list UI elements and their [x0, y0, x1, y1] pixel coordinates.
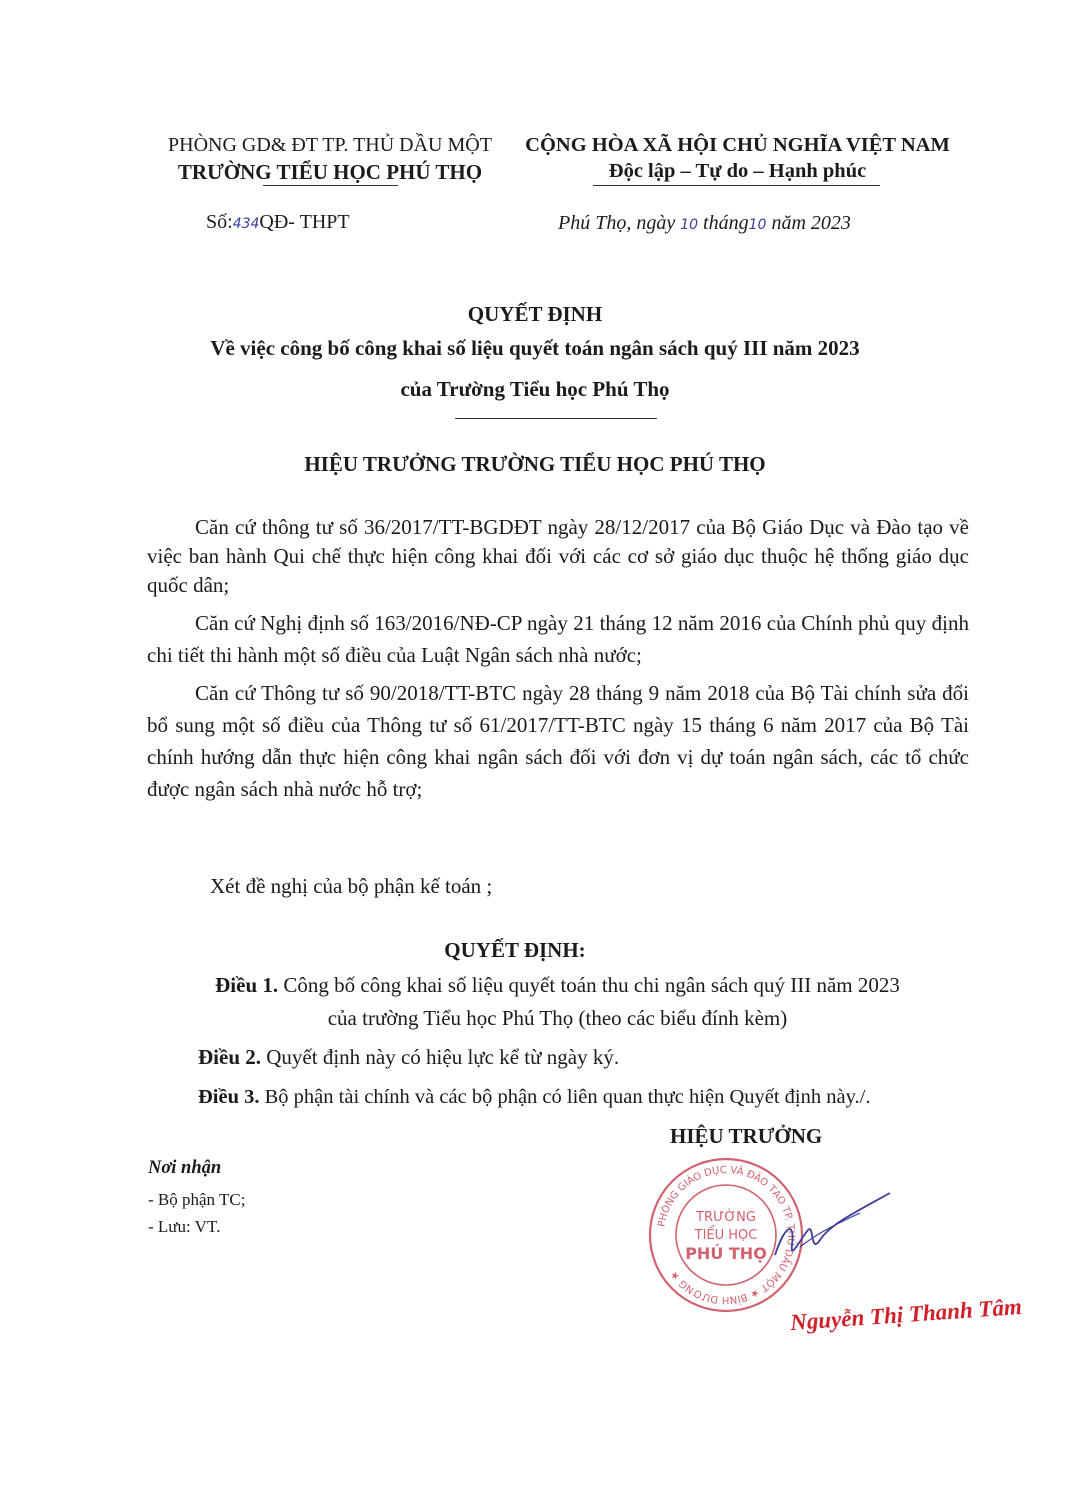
date-month-word: tháng	[703, 212, 749, 234]
document-reference	[206, 211, 350, 234]
document-subject-line2: của Trường Tiểu học Phú Thọ	[400, 377, 670, 401]
article-3	[198, 1086, 870, 1109]
list-dash: -	[148, 1217, 158, 1236]
article-1-label: Điều 1.	[215, 973, 279, 997]
handwritten-signature-icon	[770, 1185, 900, 1265]
legal-basis-3: Căn cứ Thông tư số 90/2018/TT-BTC ngày 28 tháng 9 năm 2018 của Bộ Tài chính sửa đổi bổ sung một số điều của Thông tư số 61/2017/TT-BTC ngày 15 tháng 6 năm 2017 của Bộ Tài chính hướng dẫn thực hiện công khai ngân sách đối với đơn vị dự toán ngân sách, các tổ chức được ngân sách nhà nước hỗ trợ;	[147, 681, 969, 801]
signer-name: Nguyễn Thị Thanh Tâm	[789, 1293, 1023, 1336]
article-3-label: Điều 3.	[198, 1086, 260, 1108]
seal-line-2: TIỂU HỌC	[694, 1228, 758, 1243]
date-day: 10	[680, 217, 699, 233]
recipient-item: - Bộ phận TC;	[148, 1190, 246, 1209]
header-right-divider	[593, 185, 880, 186]
article-1-text-line2: của trường Tiểu học Phú Thọ (theo các biểu đính kèm)	[327, 1006, 788, 1030]
date-year: năm 2023	[771, 212, 851, 234]
seal-line-3: PHÚ THỌ	[685, 1244, 767, 1263]
legal-basis-1: Căn cứ thông tư số 36/2017/TT-BGDĐT ngày 28/12/2017 của Bộ Giáo Dục và Đào tạo về việc ban hành Qui chế thực hiện công khai đối với các cơ sở giáo dục thuộc hệ thống giáo dục quốc dân;	[147, 515, 969, 597]
legal-basis-2: Căn cứ Nghị định số 163/2016/NĐ-CP ngày 21 tháng 12 năm 2016 của Chính phủ quy định chi tiết thi hành một số điều của Luật Ngân sách nhà nước;	[147, 611, 969, 667]
national-motto: Độc lập – Tự do – Hạnh phúc	[608, 160, 867, 182]
issuing-department: PHÒNG GD& ĐT TP. THỦ DẦU MỘT	[168, 134, 492, 156]
header-left-divider	[263, 185, 398, 186]
signer-title: HIỆU TRƯỞNG	[670, 1124, 823, 1148]
article-3-text: Bộ phận tài chính và các bộ phận có liên quan thực hiện Quyết định này./.	[264, 1086, 871, 1108]
ref-suffix: QĐ- THPT	[259, 211, 350, 233]
seal-line-1: TRƯỜNG	[696, 1210, 756, 1225]
article-1	[140, 969, 975, 1035]
ref-prefix: Số:	[206, 211, 233, 233]
date-place: Phú Thọ, ngày	[558, 212, 676, 234]
proposal-basis: Xét đề nghị của bộ phận kế toán ;	[210, 874, 493, 898]
national-title: CỘNG HÒA XÃ HỘI CHỦ NGHĨA VIỆT NAM	[525, 134, 950, 156]
article-2	[198, 1045, 619, 1070]
document-title: QUYẾT ĐỊNH	[467, 302, 603, 326]
document-subject-line1: Về việc công bố công khai số liệu quyết toán ngân sách quý III năm 2023	[210, 336, 860, 360]
document-date	[558, 212, 851, 235]
article-1-text-line1: Công bố công khai số liệu quyết toán thu chi ngân sách quý III năm 2023	[283, 973, 900, 997]
decision-heading: QUYẾT ĐỊNH:	[444, 938, 586, 962]
list-dash: -	[148, 1190, 158, 1209]
recipient-item: - Lưu: VT.	[148, 1217, 221, 1236]
seal-ring-text: PHÒNG GIÁO DỤC VÀ ĐÀO TẠO TP. THỦ DẦU MỘT ★ BÌNH DƯƠNG ★	[656, 1164, 797, 1306]
title-divider	[455, 418, 657, 419]
ref-number: 434	[232, 216, 260, 232]
article-2-text: Quyết định này có hiệu lực kể từ ngày ký.	[266, 1045, 620, 1069]
school-name: TRƯỜNG TIỂU HỌC PHÚ THỌ	[177, 160, 483, 184]
date-month: 10	[748, 217, 767, 233]
recipients-heading: Nơi nhận	[148, 1158, 222, 1178]
article-2-label: Điều 2.	[198, 1045, 261, 1069]
issuing-authority: HIỆU TRƯỞNG TRƯỜNG TIỂU HỌC PHÚ THỌ	[304, 452, 766, 476]
